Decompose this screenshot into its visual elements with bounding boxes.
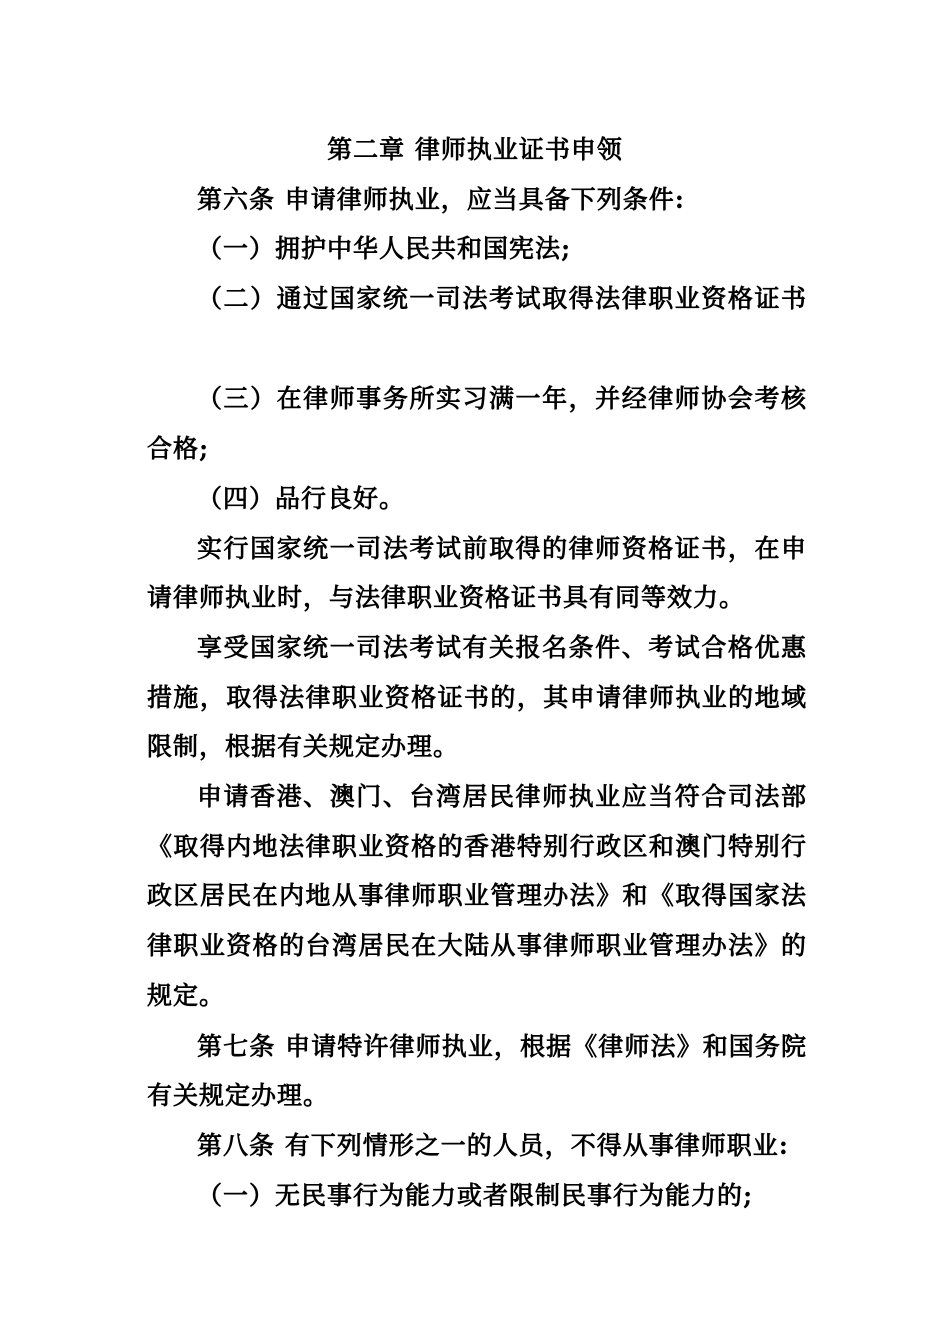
- paragraph-line: 享受国家统一司法考试有关报名条件、考试合格优惠: [197, 633, 807, 662]
- paragraph-line: 规定。: [147, 981, 226, 1010]
- article-8-item-1: （一）无民事行为能力或者限制民事行为能力的;: [197, 1181, 754, 1210]
- article-6-item-4: （四）品行良好。: [197, 484, 406, 513]
- paragraph-line: 限制，根据有关规定办理。: [147, 732, 460, 761]
- chapter-title: 第二章 律师执业证书申领: [327, 135, 623, 164]
- article-6-item-1: （一）拥护中华人民共和国宪法;: [197, 234, 572, 263]
- paragraph-line: 实行国家统一司法考试前取得的律师资格证书，在申: [197, 534, 807, 563]
- paragraph-line: 措施，取得法律职业资格证书的，其申请律师执业的地域: [147, 683, 807, 712]
- paragraph-line: 《取得内地法律职业资格的香港特别行政区和澳门特别行: [147, 832, 807, 861]
- paragraph-line: 律职业资格的台湾居民在大陆从事律师职业管理办法》的: [147, 931, 807, 960]
- article-6-item-2: （二）通过国家统一司法考试取得法律职业资格证书: [197, 284, 807, 313]
- paragraph-line: 政区居民在内地从事律师职业管理办法》和《取得国家法: [147, 881, 807, 910]
- article-8-heading: 第八条 有下列情形之一的人员，不得从事律师职业:: [197, 1131, 789, 1160]
- paragraph-line: 申请香港、澳门、台湾居民律师执业应当符合司法部: [197, 782, 807, 811]
- article-7-line: 第七条 申请特许律师执业，根据《律师法》和国务院: [197, 1032, 807, 1061]
- article-7-line: 有关规定办理。: [147, 1081, 330, 1110]
- paragraph-line: 请律师执业时，与法律职业资格证书具有同等效力。: [147, 583, 746, 612]
- article-6-heading: 第六条 申请律师执业，应当具备下列条件:: [197, 185, 685, 214]
- article-6-item-3: （三）在律师事务所实习满一年，并经律师协会考核: [197, 384, 807, 413]
- article-6-item-3-cont: 合格;: [147, 434, 210, 463]
